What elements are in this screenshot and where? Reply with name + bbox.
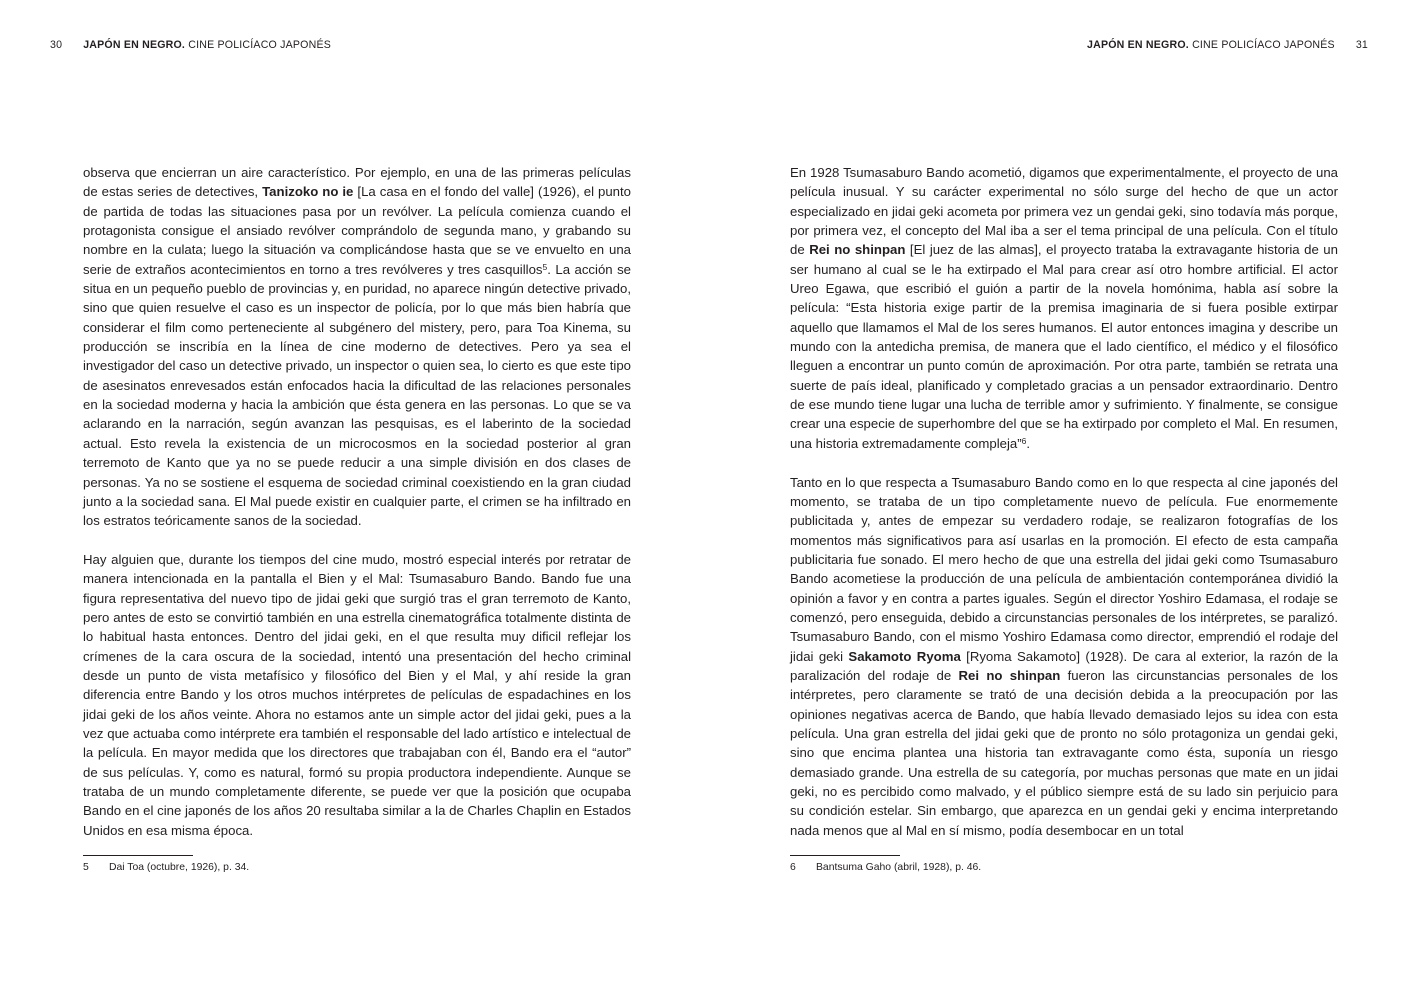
paragraph: observa que encierran un aire característico. Por ejemplo, en una de las primeras películas de estas series de detectives, Tanizoko no ie [La casa en el fondo del valle] (1926), el punto de partida de todas las situaciones pasa por un revólver. La película comienza cuando el protagonista consigue el ansiado revólver comprándolo de segunda mano, y grabando su nombre en la culata; luego la situación va complicándose hasta que se ve envuelto en una serie de extraños acontecimientos en torno a tres revólveres y tres casquillos$^5$. La acción se situa en un pequeño pueblo de provincias y, en puridad, no aparece ningún detective privado, sino que quien resuelve el caso es un inspector de policía, por lo que más bien habría que considerar el film como perteneciente al subgénero del mistery, pero, para Toa Kinema, su producción se inscribía en la línea de cine moderno de detectives. Pero ya sea el investigador del caso un detective privado, un inspector o quien sea, lo cierto es que este tipo de asesinatos enrevesados están enfocados hacia la dificultad de las relaciones personales en la sociedad moderna y hacia la ambición que ésta genera en las personas. Lo que se va aclarando en la narración, según avanzan las pesquisas, es el laberinto de la sociedad actual. Esto revela la existencia de un microcosmos en la sociedad posterior al gran terremoto de Kanto que ya no se puede reducir a una simple división en dos clases de personas. Ya no se sostiene el esquema de sociedad criminal coexistiendo en la gran ciudad junto a la sociedad sana. El Mal puede existir en cualquier parte, el crimen se ha infiltrado en los estratos teóricamente sanos de la sociedad. <box>83 165 632 529</box>
footnote-number: 5 <box>83 862 89 873</box>
paragraph: Hay alguien que, durante los tiempos del cine mudo, mostró especial interés por retratar de manera intencionada en la pantalla el Bien y el Mal: Tsumasaburo Bando. Bando fue una figura representativa del nuevo tipo de jidai geki que surgió tras el gran terremoto de Kanto, pero antes de esto se convirtió también en una estrella cinematográfica totalmente distinta de lo habitual hasta entonces. Dentro del jidai geki, en el que resulta muy dificil reflejar los crímenes de la cara oscura de la sociedad, intentó una presentación del hecho criminal desde un punto de vista metafísico y filosófico del Bien y el Mal, y ahí reside la gran diferencia entre Bando y los otros muchos intérpretes de películas de espadachines en los jidai geki de los años veinte. Ahora no estamos ante un simple actor del jidai geki, pues a la vez que actuaba como intérprete era también el responsable del lado artístico e intelectual de la película. En mayor medida que los directores que trabajaban con él, Bando era el “autor” de sus películas. Y, como es natural, formó su propia productora independiente. Aunque se trataba de un mundo completamente diferente, se puede ver que la posición que ocupaba Bando en el cine japonés de los años 20 resultaba similar a la de Charles Chaplin en Estados Unidos en esa misma época. <box>83 551 631 838</box>
page-number-left: 30 <box>50 39 63 51</box>
running-head-left <box>50 39 331 51</box>
footnote-text: Dai Toa (octubre, 1926), p. 34. <box>109 862 250 873</box>
footnote-rule <box>790 855 900 856</box>
running-head-left-title: JAPÓN EN NEGRO. <box>83 39 186 51</box>
left-page-body <box>83 163 631 840</box>
page-number-right: 31 <box>1355 39 1368 51</box>
running-head-right-title: JAPÓN EN NEGRO. <box>1087 39 1189 51</box>
right-page-body <box>790 163 1338 840</box>
paragraph: Tanto en lo que respecta a Tsumasaburo Bando como en lo que respecta al cine japonés del momento, se trataba de un tipo completamente nuevo de película. Fue enormemente publicitada y, antes de empezar su verdadero rodaje, se realizaron fotografías de los momentos más significativos para así usarlas en la promoción. El efecto de esta campaña publicitaria fue sonado. El mero hecho de que una estrella del jidai geki como Tsumasaburo Bando acometiese la producción de una película de ambientación contemporánea dividió la opinión a favor y en contra a partes iguales. Según el director Yoshiro Edamasa, el rodaje se comenzó, pero enseguida, debido a circunstancias personales de los intérpretes, se paralizó. Tsumasaburo Bando, con el mismo Yoshiro Edamasa como director, emprendió el rodaje del jidai geki Sakamoto Ryoma [Ryoma Sakamoto] (1928). De cara al exterior, la razón de la paralización del rodaje de Rei no shinpan fueron las circunstancias personales de los intérpretes, pero claramente se trató de una decisión debida a la preocupación por las opiniones negativas acerca de Bando, que había llevado demasiado lejos su idea con esta película. Una gran estrella del jidai geki que de pronto no sólo protagoniza un gendai geki, sino que encima plantea una historia tan extravagante como ésta, suponía un riesgo demasiado grande. Una estrella de su categoría, por muchas personas que mate en un jidai geki, no es percibido como malvado, y el público siempre está de su lado sin perjuicio para su condición estelar. Sin embargo, que aparezca en un gendai geki y encima interpretando nada menos que al Mal en sí mismo, podía desembocar en un total <box>790 474 1338 838</box>
paragraph: En 1928 Tsumasaburo Bando acometió, digamos que experimentalmente, el proyecto de una película inusual. Y su carácter experimental no sólo surge del hecho de que un actor especializado en jidai geki acometa por primera vez un gendai geki, sino todavía más porque, por primera vez, el concepto del Mal iba a ser el tema principal de una película. Con el título de Rei no shinpan [El juez de las almas], el proyecto trataba la extravagante historia de un ser humano al cual se le ha extirpado el Mal para crear así otro hombre artificial. El actor Ureo Egawa, que escribió el guión a partir de la novela homónima, habla así sobre la película: “Esta historia exige partir de la premisa imaginaria de si fuera posible extirpar aquello que llamamos el Mal de los seres humanos. El autor entonces imagina y describe un mundo con la antedicha premisa, de manera que el lado científico, el médico y el filosófico lleguen a encontrar un punto común de aproximación. Por otra parte, también se retrata una suerte de país ideal, planificado y completado gracias a un pensador extraordinario. Dentro de ese mundo tiene lugar una lucha de terrible amor y sufrimiento. Y finalmente, se consigue crear una especie de superhombre del que se ha extirpado por completo el Mal. En resumen, una historia extremadamente compleja”$^6$. <box>790 165 1338 451</box>
footnote-text: Bantsuma Gaho (abril, 1928), p. 46. <box>816 862 982 873</box>
running-head-right <box>1087 39 1368 51</box>
footnote-number: 6 <box>790 862 796 873</box>
footnote-rule <box>83 855 193 856</box>
footnote-right <box>790 855 1338 875</box>
running-head-right-subtitle: CINE POLICÍACO JAPONÉS <box>1188 39 1335 51</box>
running-head-left-subtitle: CINE POLICÍACO JAPONÉS <box>185 39 331 51</box>
footnote-left <box>83 855 631 875</box>
